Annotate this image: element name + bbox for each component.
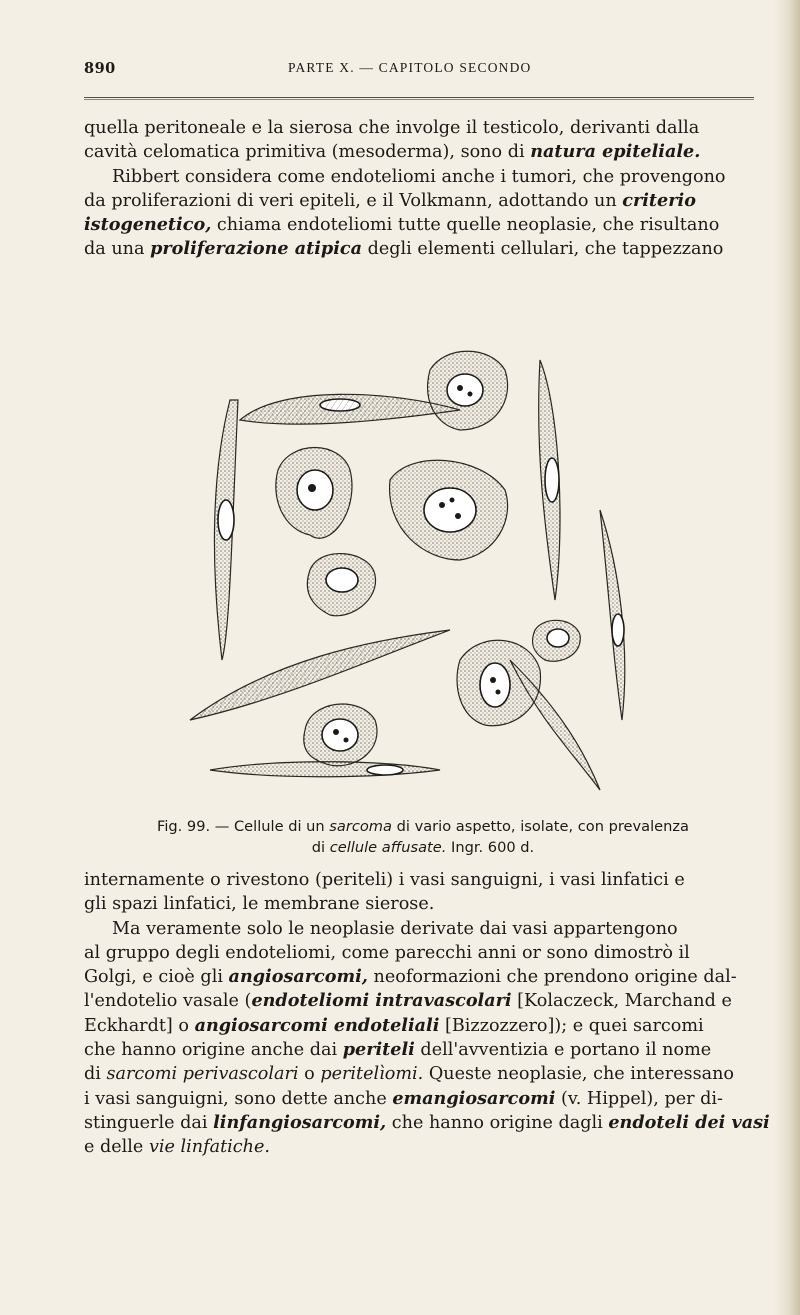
text-line: gli spazi linfatici, le membrane sierose. <box>84 894 435 915</box>
text-line: i vasi sanguigni, sono dette anche emangiosarcomi (v. Hippel), per di- <box>84 1087 723 1109</box>
text-line: istogenetico, chiama endoteliomi tutte quelle neoplasie, che risultano <box>84 214 720 236</box>
text-line: da una proliferazione atipica degli elementi cellulari, che tappezzano <box>84 238 724 260</box>
text-line: e delle vie linfatiche. <box>84 1137 270 1158</box>
top-paragraph <box>84 116 770 262</box>
text-line: da proliferazioni di veri epiteli, e il Volkmann, adottando un criterio <box>84 189 696 211</box>
text-line: l'endotelio vasale (endoteliomi intravascolari [Kolaczeck, Marchand e <box>84 990 732 1012</box>
figure-caption <box>118 816 728 858</box>
text-line: Golgi, e cioè gli angiosarcomi, neoformazioni che prendono origine dal- <box>84 966 737 988</box>
page-number: 890 <box>84 60 116 77</box>
running-title: PARTE X. — CAPITOLO SECONDO <box>288 60 532 75</box>
text-line: quella peritoneale e la sierosa che involge il testicolo, derivanti dalla <box>84 118 700 138</box>
text-line: che hanno origine anche dai periteli dell'avventizia e portano il nome <box>84 1039 712 1061</box>
text-line: al gruppo degli endoteliomi, come parecchi anni or sono dimostrò il <box>84 942 690 963</box>
page-edge-shadow <box>774 0 800 1315</box>
text-line: Eckhardt] o angiosarcomi endoteliali [Bizzozzero]); e quei sarcomi <box>84 1014 704 1036</box>
text-line: cavità celomatica primitiva (mesoderma), sono di natura epiteliale. <box>84 141 701 163</box>
text-line: di sarcomi perivascolari o peritelìomi. Queste neoplasie, che interessano <box>84 1064 735 1085</box>
text-line: Ribbert considera come endoteliomi anche i tumori, che provengono <box>112 166 726 187</box>
caption-line: di cellule affusate. Ingr. 600 d. <box>311 839 535 856</box>
header-rule-secondary <box>84 99 754 100</box>
page-header <box>84 60 724 82</box>
text-line: Ma veramente solo le neoplasie derivate dai vasi appartengono <box>112 918 678 939</box>
text-line: stinguerle dai linfangiosarcomi, che hanno origine dagli endoteli dei vasi <box>84 1111 770 1133</box>
text-line: internamente o rivestono (periteli) i vasi sanguigni, i vasi linfatici e <box>84 870 685 890</box>
sarcoma-cells-illustration <box>160 330 680 800</box>
caption-line: Fig. 99. — Cellule di un sarcoma di vario aspetto, isolate, con prevalenza <box>156 818 689 835</box>
bottom-paragraph <box>84 868 770 1160</box>
header-rule <box>84 97 754 98</box>
